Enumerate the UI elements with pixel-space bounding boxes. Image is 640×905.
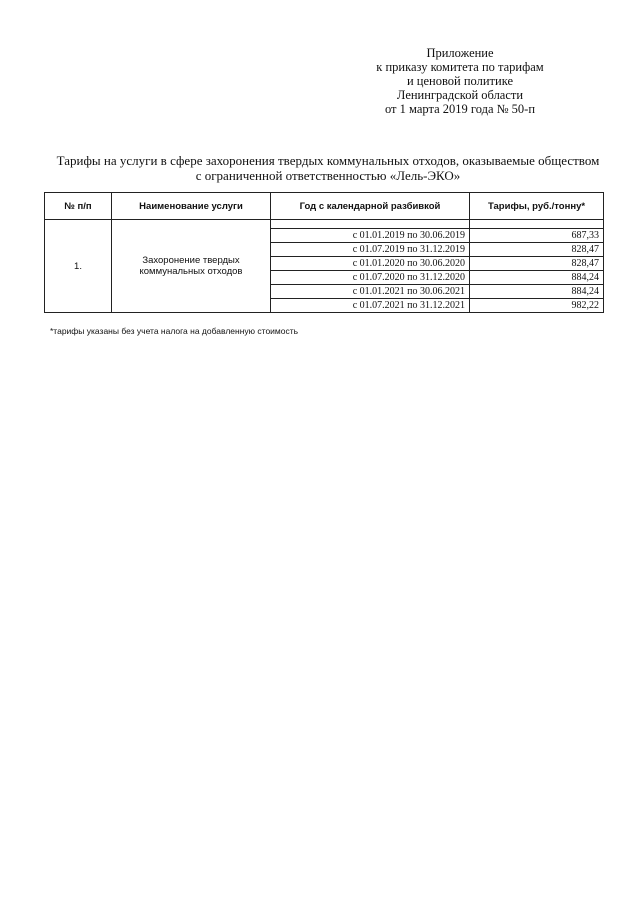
price-cell: 884,24: [470, 271, 604, 285]
header-tariff: Тарифы, руб./тонну*: [470, 193, 604, 220]
table-header-row: [45, 193, 604, 220]
period-cell: с 01.07.2019 по 31.12.2019: [271, 243, 470, 257]
service-name-line-1: Захоронение твердых: [142, 255, 240, 266]
service-name: [112, 220, 271, 313]
blank-cell: [470, 220, 604, 229]
row-number: 1.: [45, 220, 112, 313]
price-cell: 884,24: [470, 285, 604, 299]
appendix-line: к приказу комитета по тарифам: [376, 60, 544, 74]
price-cell: 828,47: [470, 243, 604, 257]
appendix-line: Ленинградской области: [396, 88, 524, 102]
header-period: Год с календарной разбивкой: [271, 193, 470, 220]
footnote: *тарифы указаны без учета налога на добавленную стоимость: [50, 326, 299, 336]
price-cell: 687,33: [470, 229, 604, 243]
period-cell: с 01.01.2021 по 30.06.2021: [271, 285, 470, 299]
price-cell: 982,22: [470, 299, 604, 313]
blank-cell: [271, 220, 470, 229]
title-line-2: с ограниченной ответственностью «Лель-ЭКО»: [195, 168, 461, 183]
table-row: [45, 220, 604, 229]
period-cell: с 01.01.2019 по 30.06.2019: [271, 229, 470, 243]
appendix-line: от 1 марта 2019 года № 50-п: [384, 102, 536, 116]
document-title: [40, 153, 616, 183]
service-name-line-2: коммунальных отходов: [139, 266, 243, 277]
period-cell: с 01.07.2021 по 31.12.2021: [271, 299, 470, 313]
header-num: № п/п: [45, 193, 112, 220]
period-cell: с 01.07.2020 по 31.12.2020: [271, 271, 470, 285]
title-line-1: Тарифы на услуги в сфере захоронения твердых коммунальных отходов, оказываемые обществом: [56, 153, 600, 168]
price-cell: 828,47: [470, 257, 604, 271]
tariff-table: [44, 192, 604, 313]
period-cell: с 01.01.2020 по 30.06.2020: [271, 257, 470, 271]
appendix-header: [360, 46, 560, 116]
appendix-line: и ценовой политике: [406, 74, 514, 88]
appendix-line: Приложение: [426, 46, 494, 60]
header-service-name: Наименование услуги: [112, 193, 271, 220]
